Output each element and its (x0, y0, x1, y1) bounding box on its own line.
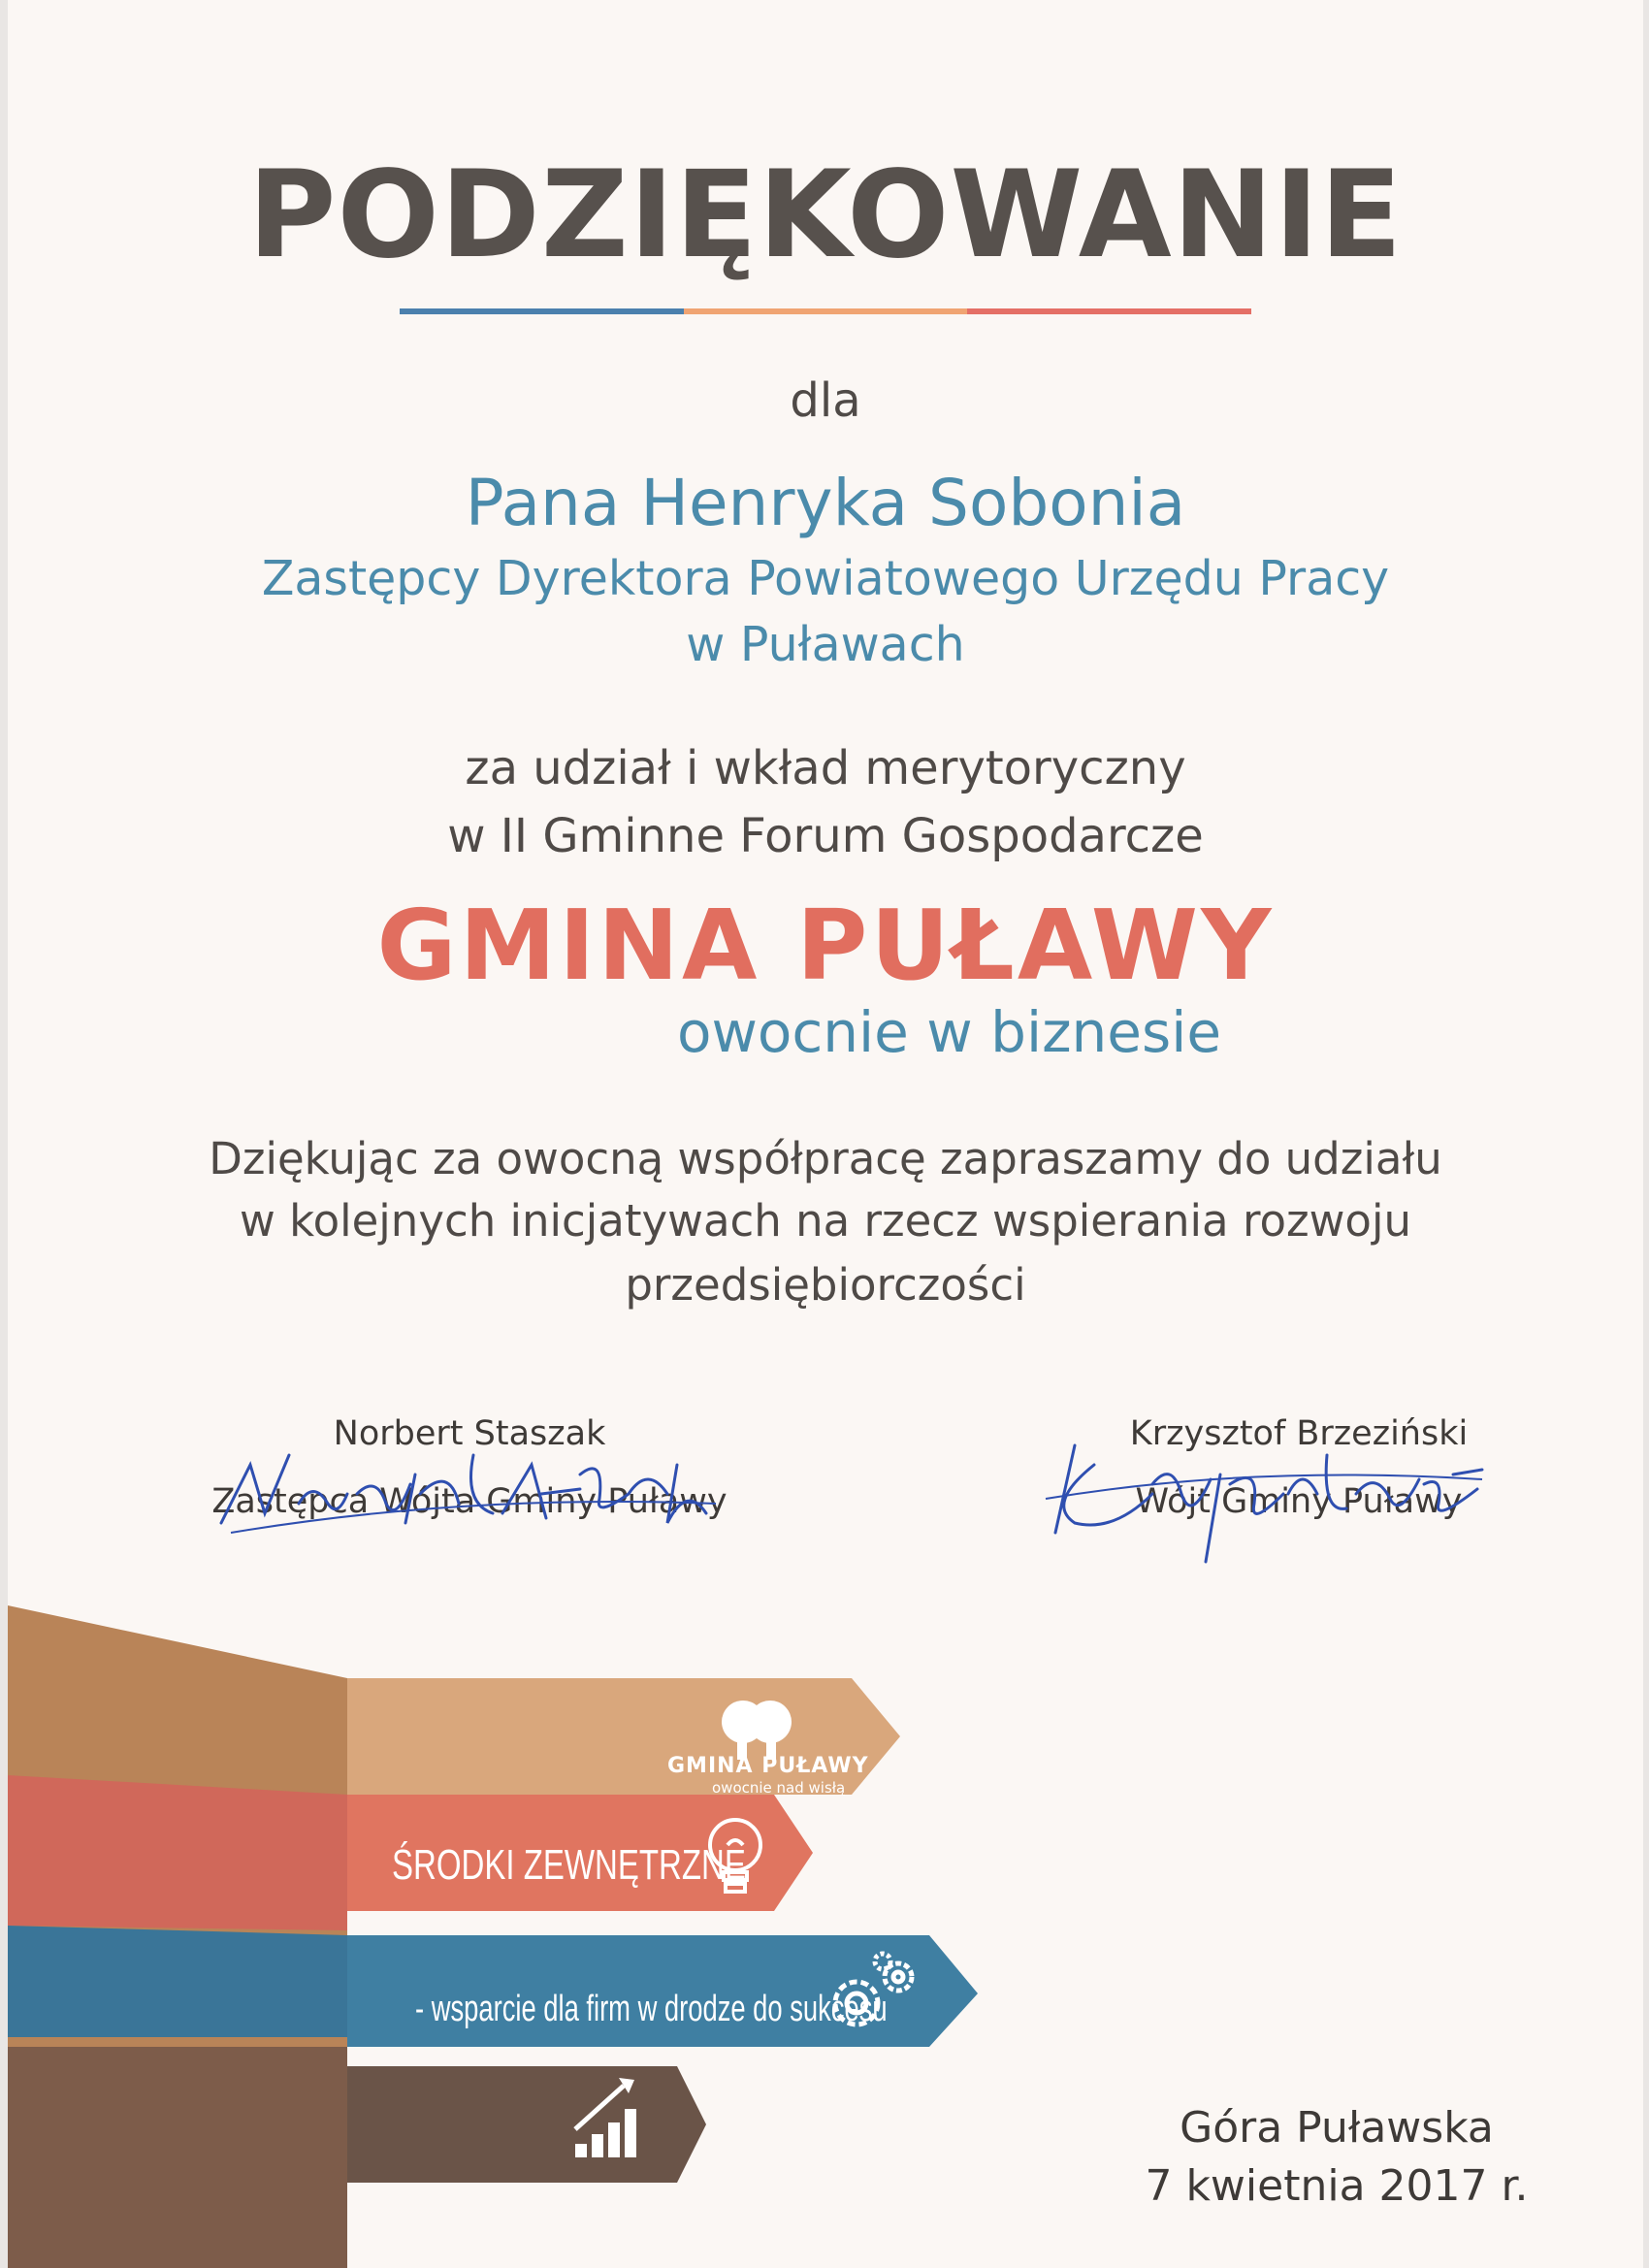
certificate-title: PODZIĘKOWANIE (247, 146, 1404, 285)
signatory-right-role: Wójt Gminy Puławy (1135, 1482, 1463, 1521)
thanks-line2: w kolejnych inicjatywach na rzecz wspierania rozwoju (240, 1195, 1411, 1247)
ribbon-logo-subtext: owocnie nad wisłą (712, 1779, 846, 1797)
reason-line2: w II Gminne Forum Gospodarcze (447, 809, 1204, 863)
recipient-position-line2: w Puławach (686, 617, 965, 672)
footer-place: Góra Puławska (1180, 2103, 1494, 2153)
reason-line1: za udział i wkład merytoryczny (465, 741, 1186, 795)
thanks-line3: przedsiębiorczości (625, 1259, 1026, 1311)
decorative-ribbons (8, 1591, 997, 2268)
ribbon-dark-back (8, 2047, 347, 2268)
signatory-right-name: Krzysztof Brzeziński (1129, 1414, 1469, 1453)
ribbon-srodki-text: ŚRODKI ZEWNĘTRZNE (392, 1841, 746, 1889)
underline-segment-blue (400, 308, 684, 314)
ribbon-logo-text: GMINA PUŁAWY (667, 1754, 869, 1778)
title-underline (400, 308, 1251, 314)
ribbon-wsparcie-text: - wsparcie dla firm w drodze do sukcesu (415, 1989, 888, 2029)
recipient-position-line1: Zastępcy Dyrektora Powiatowego Urzędu Pracy (261, 551, 1390, 606)
underline-segment-red (967, 308, 1251, 314)
ribbon-blue-back (8, 1926, 347, 2037)
underline-segment-orange (684, 308, 968, 314)
recipient-name: Pana Henryka Sobonia (465, 466, 1186, 540)
certificate-page (8, 0, 1643, 2268)
signature-left-handwriting (211, 1436, 735, 1542)
recipient-prefix: dla (790, 373, 861, 428)
event-brand: GMINA PUŁAWY (376, 889, 1275, 1002)
signatory-left-name: Norbert Staszak (333, 1414, 606, 1453)
signatory-left-role: Zastępca Wójta Gminy Puławy (211, 1482, 728, 1521)
footer-date: 7 kwietnia 2017 r. (1145, 2161, 1529, 2211)
ribbon-red-back (8, 1775, 347, 1930)
ribbon-dark (347, 2066, 706, 2183)
event-tagline: owocnie w biznesie (677, 999, 1221, 1065)
thanks-line1: Dziękując za owocną współpracę zapraszamy do udziału (209, 1133, 1442, 1184)
signature-right-handwriting (1036, 1426, 1502, 1571)
